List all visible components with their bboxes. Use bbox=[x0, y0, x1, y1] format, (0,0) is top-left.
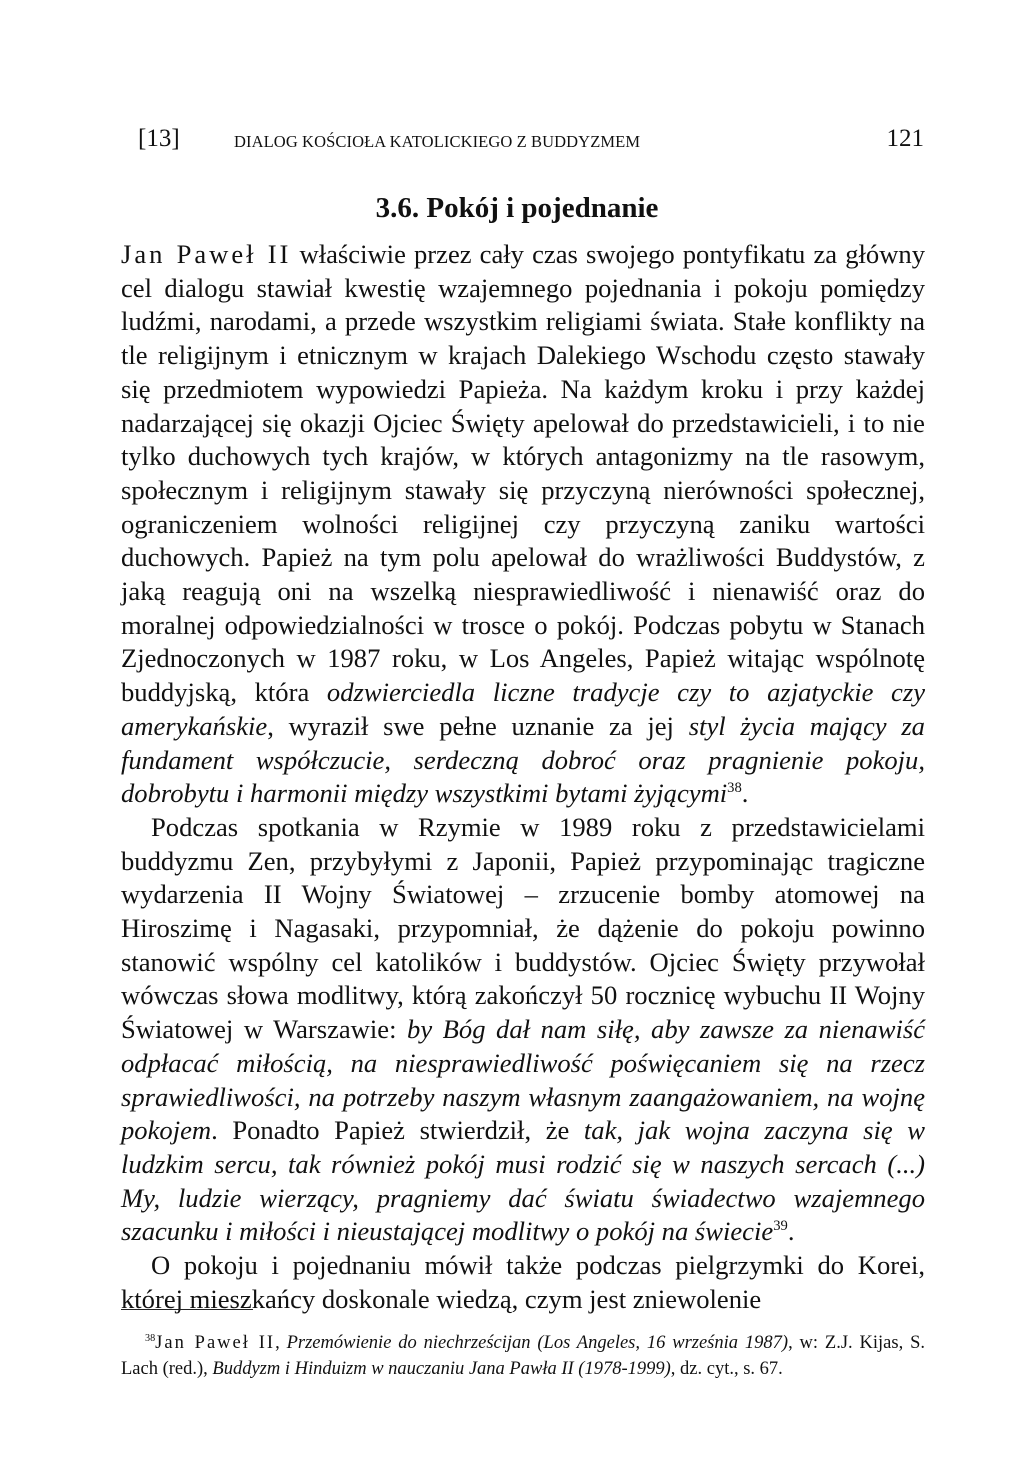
text-run: , bbox=[275, 1333, 287, 1353]
text-run: . bbox=[787, 1216, 795, 1247]
quoted-text: tak, jak wojna zaczyna się w ludzkim sercu, tak również pokój musi rodzić się w naszych sercach (...) My, ludzie wierzący, pragniemy dać światu świadectwo wzajemnego szacunku i miłości i nieustającej modlitwy o pokój na świecie bbox=[121, 1115, 925, 1247]
text-run: , w: Z.J. Kijas, S. Lach (red.), bbox=[121, 1333, 926, 1379]
page-number: 121 bbox=[886, 125, 924, 152]
quoted-text: styl życia mający za fundament współczucie, serdeczną dobroć oraz pragnienie pokoju, dobrobytu i harmonii między wszystkimi bytami żyjącymi bbox=[121, 710, 925, 809]
paragraph bbox=[121, 238, 925, 811]
section-number: [13] bbox=[138, 125, 180, 152]
footnote-38 bbox=[121, 1330, 925, 1382]
text-run: O pokoju i pojednaniu mówił także podczas pielgrzymki do Korei, której mieszkańcy doskonale wiedzą, czym jest zniewolenie bbox=[121, 1250, 925, 1314]
text-run: , wyraził swe pełne uznanie za jej bbox=[267, 710, 689, 741]
footnote-ref: 38 bbox=[727, 780, 742, 797]
footnote-ref: 39 bbox=[773, 1218, 788, 1235]
footnote-ref: 38 bbox=[145, 1332, 156, 1344]
paragraph bbox=[121, 1249, 925, 1316]
author-name: Jan Paweł II bbox=[155, 1333, 276, 1353]
running-title: DIALOG KOŚCIOŁA KATOLICKIEGO Z BUDDYZMEM bbox=[234, 132, 641, 151]
section-title: 3.6. Pokój i pojednanie bbox=[375, 192, 659, 224]
text-run: . bbox=[741, 778, 749, 809]
text-run: . Ponadto Papież stwierdził, że bbox=[211, 1115, 584, 1146]
text-run: , dz. cyt., s. 67. bbox=[670, 1359, 783, 1379]
quoted-text: by Bóg dał nam siłę, aby zawsze za nienawiść odpłacać miłością, na niesprawiedliwość poświęcaniem się na rzecz sprawiedliwości, na potrzeby naszym własnym zaangażowaniem, na wojnę pokojem bbox=[121, 1014, 925, 1146]
author-name: Jan Paweł II bbox=[121, 239, 292, 269]
body-text bbox=[121, 238, 925, 1317]
text-run: właściwie przez cały czas swojego pontyfikatu za główny cel dialogu stawiał kwestię wzajemnego pojednania i pokoju pomiędzy ludźmi, narodami, a przede wszystkim religiami świata. Stałe konflikty na tle religijnym i etnicznym w krajach Dalekiego Wschodu często stawały się przedmiotem wypowiedzi Papieża. Na każdym kroku i przy każdej nadarzającej się okazji Ojciec Święty apelował do przedstawicieli, i to nie tylko duchowych tych krajów, w których antagonizmy na tle rasowym, społecznym i religijnym stawały się przyczyną nierówności społecznej, ograniczeniem wolności religijnej czy przyczyną zaniku wartości duchowych. Papież na tym polu apelował do wrażliwości Buddystów, z jaką reagują oni na wszelką niesprawiedliwość i nienawiść oraz do moralnej odpowiedzialności w trosce o pokój. Podczas pobytu w Stanach Zjednoczonych w 1987 roku, w Los Angeles, Papież witając wspólnotę buddyjską, która bbox=[121, 239, 925, 708]
quoted-text: Przemówienie do niechrześcijan (Los Angeles, 16 września 1987) bbox=[286, 1333, 789, 1353]
quoted-text: Buddyzm i Hinduizm w nauczaniu Jana Pawła II (1978-1999) bbox=[212, 1359, 671, 1379]
footnote bbox=[121, 1330, 925, 1382]
running-header bbox=[138, 125, 924, 159]
quoted-text: odzwierciedla liczne tradycje czy to azjatyckie czy amerykańskie bbox=[121, 677, 925, 741]
text-run: Podczas spotkania w Rzymie w 1989 roku z przedstawicielami buddyzmu Zen, przybyłymi z Japonii, Papież przypominając tragiczne wydarzenia II Wojny Światowej – zrzucenie bomby atomowej na Hiroszimę i Nagasaki, przypomniał, że dążenie do pokoju powinno stanowić wspólny cel katolików i buddystów. Ojciec Święty przywołał wówczas słowa modlitwy, którą zakończył 50 rocznicę wybuchu II Wojny Światowej w Warszawie: bbox=[121, 811, 925, 1045]
paragraph bbox=[121, 811, 925, 1249]
footnote-rule bbox=[121, 1309, 253, 1310]
